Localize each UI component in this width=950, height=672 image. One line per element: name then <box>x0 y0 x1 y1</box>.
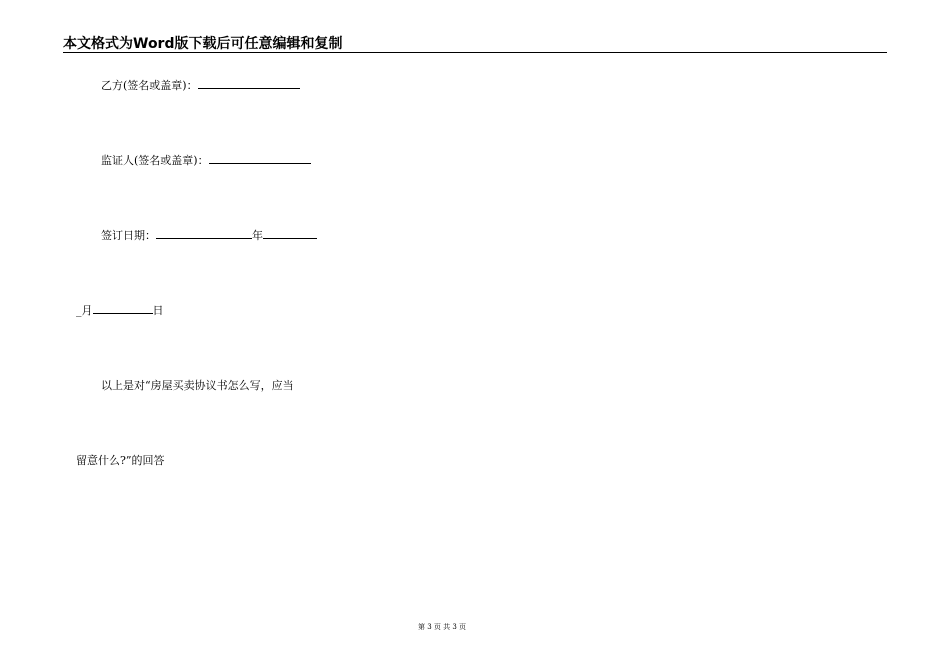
party-b-signature-line <box>101 79 300 93</box>
party-b-blank <box>198 79 300 89</box>
summary-line-1: 以上是对“房屋买卖协议书怎么写，应当 <box>101 379 294 392</box>
sign-date-year-blank <box>156 229 252 239</box>
day-blank <box>93 304 153 314</box>
party-b-label: 乙方(签名或盖章)： <box>101 79 198 92</box>
month-day-line <box>76 304 164 318</box>
header-title: 本文格式为Word版下载后可任意编辑和复制 <box>63 36 343 52</box>
year-label: 年 <box>252 229 263 242</box>
page-number-footer: 第 3 页 共 3 页 <box>417 623 467 631</box>
sign-date-label: 签订日期： <box>101 229 156 242</box>
witness-label: 监证人(签名或盖章)： <box>101 154 209 167</box>
header-divider <box>63 52 887 53</box>
sign-date-month-blank <box>263 229 317 239</box>
month-prefix: _ <box>76 304 82 317</box>
summary-line-2: 留意什么?”的回答 <box>76 454 165 467</box>
month-label: 月 <box>81 304 93 317</box>
day-label: 日 <box>152 304 164 317</box>
witness-signature-line <box>101 154 311 168</box>
sign-date-line <box>101 229 317 243</box>
witness-blank <box>209 154 311 164</box>
